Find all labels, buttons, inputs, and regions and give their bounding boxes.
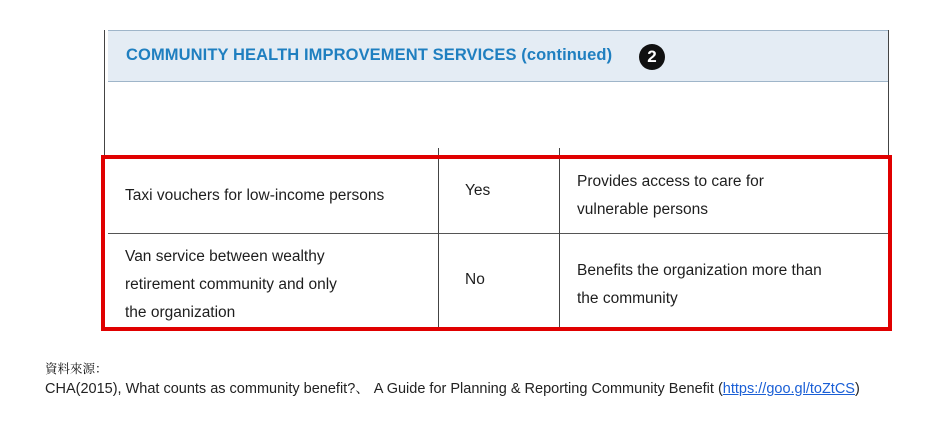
cell-line: Taxi vouchers for low-income persons (125, 187, 385, 204)
red-highlight-box (101, 155, 892, 331)
source-citation (45, 377, 860, 398)
cell-line: vulnerable persons (577, 201, 708, 218)
source-label: 資料來源： (45, 361, 108, 376)
table-header-title: COMMUNITY HEALTH IMPROVEMENT SERVICES (continued) (126, 46, 613, 64)
citation-close: ) (854, 381, 860, 397)
source-link[interactable]: https://goo.gl/toZtCS (722, 381, 855, 397)
cell-line: Van service between wealthy (125, 248, 325, 265)
step-number-badge: 2 (639, 44, 665, 70)
cell-line: Provides access to care for (577, 173, 764, 190)
cell-line: the community (577, 290, 678, 307)
cell-line: retirement community and only (125, 276, 337, 293)
table-cell-counts: No (465, 271, 485, 288)
table-blank-area (108, 82, 888, 156)
citation-text: CHA(2015), What counts as community benefit?、 A Guide for Planning & Reporting Community Benefit ( (45, 381, 723, 397)
table-cell-counts: Yes (465, 182, 491, 199)
cell-line: Benefits the organization more than (577, 262, 822, 279)
cell-line: the organization (125, 304, 236, 321)
